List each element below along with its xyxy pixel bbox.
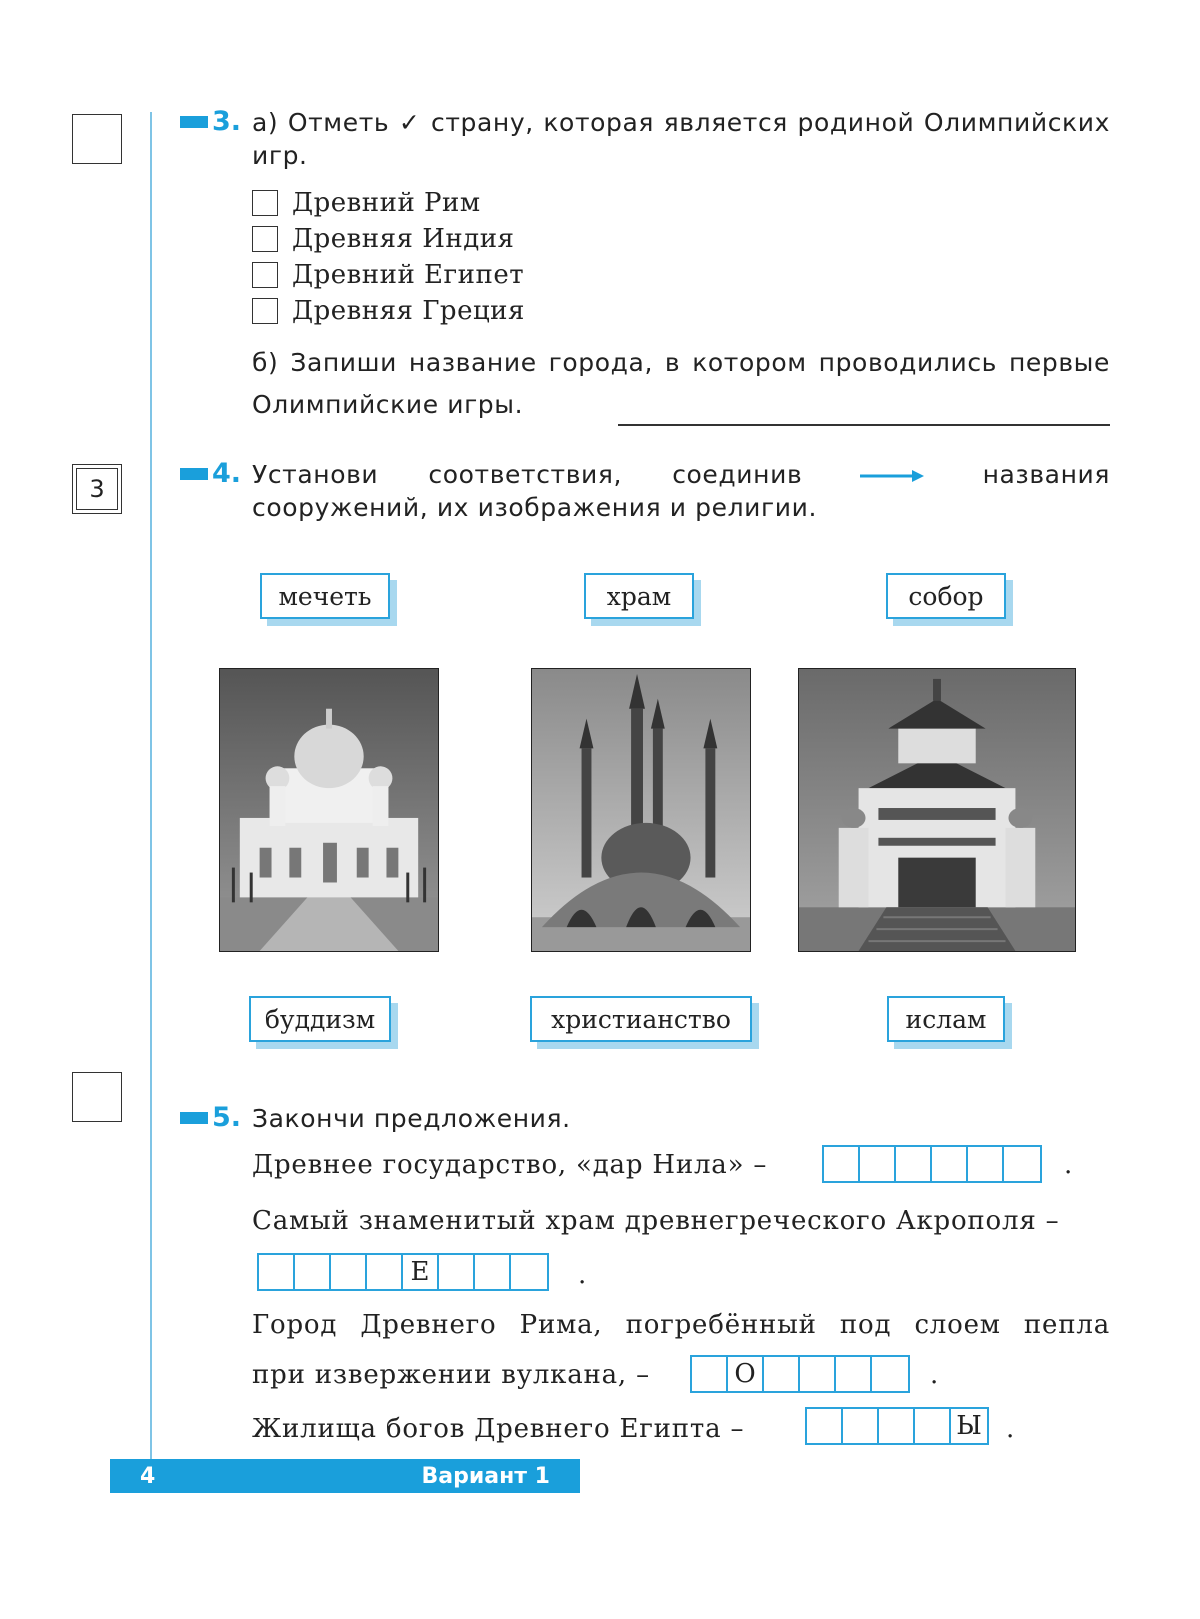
task-5	[180, 1102, 1110, 1135]
letter-cell[interactable]	[439, 1255, 475, 1289]
letter-cell[interactable]	[843, 1409, 879, 1443]
letter-cell[interactable]	[896, 1147, 932, 1181]
option-4[interactable]	[252, 296, 525, 326]
task-marker	[180, 116, 208, 128]
letter-cell[interactable]	[1004, 1147, 1040, 1181]
task-4-text	[252, 458, 1110, 524]
task-3b-label: б) Запиши название города, в котором проводились первые Олимпийские игры.	[252, 348, 1110, 419]
letter-cell[interactable]	[872, 1357, 908, 1391]
letter-cell-y: Ы	[956, 1411, 982, 1441]
label-christianity[interactable]: христианство	[530, 996, 752, 1042]
checkbox[interactable]	[252, 226, 278, 252]
answer-cells-1[interactable]	[822, 1145, 1042, 1183]
buddhist-temple-image	[799, 669, 1075, 951]
task-4-text-before: Установи соответствия, соединив	[252, 460, 803, 489]
letter-cell[interactable]	[860, 1147, 896, 1181]
label-buddhism[interactable]: буддизм	[249, 996, 391, 1042]
task-number: 3.	[212, 106, 242, 137]
sentence-3-part-1: Город Древнего Рима, погребённый под слоем пепла	[252, 1310, 1110, 1340]
sentence-3-line-2: при извержении вулкана, –	[252, 1360, 650, 1390]
letter-cell[interactable]	[511, 1255, 547, 1289]
period: .	[578, 1260, 587, 1290]
max-score: 3	[76, 468, 118, 510]
letter-cell[interactable]	[824, 1147, 860, 1181]
label-mosque[interactable]: мечеть	[260, 573, 390, 619]
task-4-text-after: названия сооружений, их изображения и религии.	[252, 460, 1111, 522]
letter-cell[interactable]	[879, 1409, 915, 1443]
letter-cell[interactable]	[295, 1255, 331, 1289]
letter-cell[interactable]	[692, 1357, 728, 1391]
checkbox[interactable]	[252, 190, 278, 216]
sentence-1: Древнее государство, «дар Нила» –	[252, 1150, 768, 1180]
letter-cell[interactable]	[800, 1357, 836, 1391]
mosque-image	[532, 669, 750, 951]
option-label: Древний Египет	[292, 260, 525, 290]
photo-mosque	[531, 668, 751, 952]
label-temple[interactable]: храм	[584, 573, 694, 619]
option-label: Древняя Индия	[292, 224, 515, 254]
answer-cells-4[interactable]	[805, 1407, 989, 1445]
arrow-icon	[858, 468, 926, 484]
letter-cell[interactable]	[932, 1147, 968, 1181]
letter-cell[interactable]	[968, 1147, 1004, 1181]
photo-cathedral	[219, 668, 439, 952]
sentence-3-line-1	[252, 1310, 1110, 1340]
answer-cells-3[interactable]	[690, 1355, 910, 1393]
letter-cell[interactable]	[475, 1255, 511, 1289]
checkbox[interactable]	[252, 262, 278, 288]
letter-cell-o: О	[728, 1357, 764, 1391]
task-4	[180, 458, 1110, 524]
task-number: 5.	[212, 1102, 242, 1133]
option-label: Древний Рим	[292, 188, 481, 218]
task-3a-text: а) Отметь ✓ страну, которая является родиной Олимпийских игр.	[252, 108, 1110, 170]
answer-line[interactable]	[618, 424, 1110, 426]
variant-label: Вариант 1	[421, 1463, 550, 1489]
task-number: 4.	[212, 458, 242, 489]
period: .	[1064, 1150, 1073, 1180]
letter-cell[interactable]	[367, 1255, 403, 1289]
letter-cell[interactable]	[915, 1409, 951, 1443]
task-marker	[180, 468, 208, 480]
letter-cell[interactable]	[764, 1357, 800, 1391]
task-3	[180, 106, 1110, 172]
letter-cell[interactable]	[836, 1357, 872, 1391]
cathedral-image	[220, 669, 438, 951]
footer-bar	[110, 1459, 580, 1493]
sentence-4: Жилища богов Древнего Египта –	[252, 1414, 745, 1444]
option-label: Древняя Греция	[292, 296, 525, 326]
margin-line	[150, 112, 152, 1467]
answer-cells-2[interactable]	[257, 1253, 549, 1291]
letter-cell[interactable]	[807, 1409, 843, 1443]
page-number: 4	[140, 1463, 156, 1489]
letter-cell-e: Е	[403, 1255, 439, 1289]
score-box-task3[interactable]	[72, 114, 122, 164]
task-3b-text	[252, 342, 1110, 426]
letter-cell[interactable]	[331, 1255, 367, 1289]
period: .	[1006, 1414, 1015, 1444]
label-islam[interactable]: ислам	[887, 996, 1005, 1042]
score-box-task5[interactable]	[72, 1072, 122, 1122]
period: .	[930, 1360, 939, 1390]
option-3[interactable]	[252, 260, 524, 290]
option-1[interactable]	[252, 188, 481, 218]
sentence-2: Самый знаменитый храм древнегреческого Акрополя –	[252, 1206, 1060, 1236]
letter-cell[interactable]	[259, 1255, 295, 1289]
checkbox[interactable]	[252, 298, 278, 324]
score-box-task4	[72, 464, 122, 514]
option-2[interactable]	[252, 224, 514, 254]
task-5-title: Закончи предложения.	[252, 1104, 571, 1133]
task-marker	[180, 1112, 208, 1124]
photo-buddhist-temple	[798, 668, 1076, 952]
label-cathedral[interactable]: собор	[886, 573, 1006, 619]
